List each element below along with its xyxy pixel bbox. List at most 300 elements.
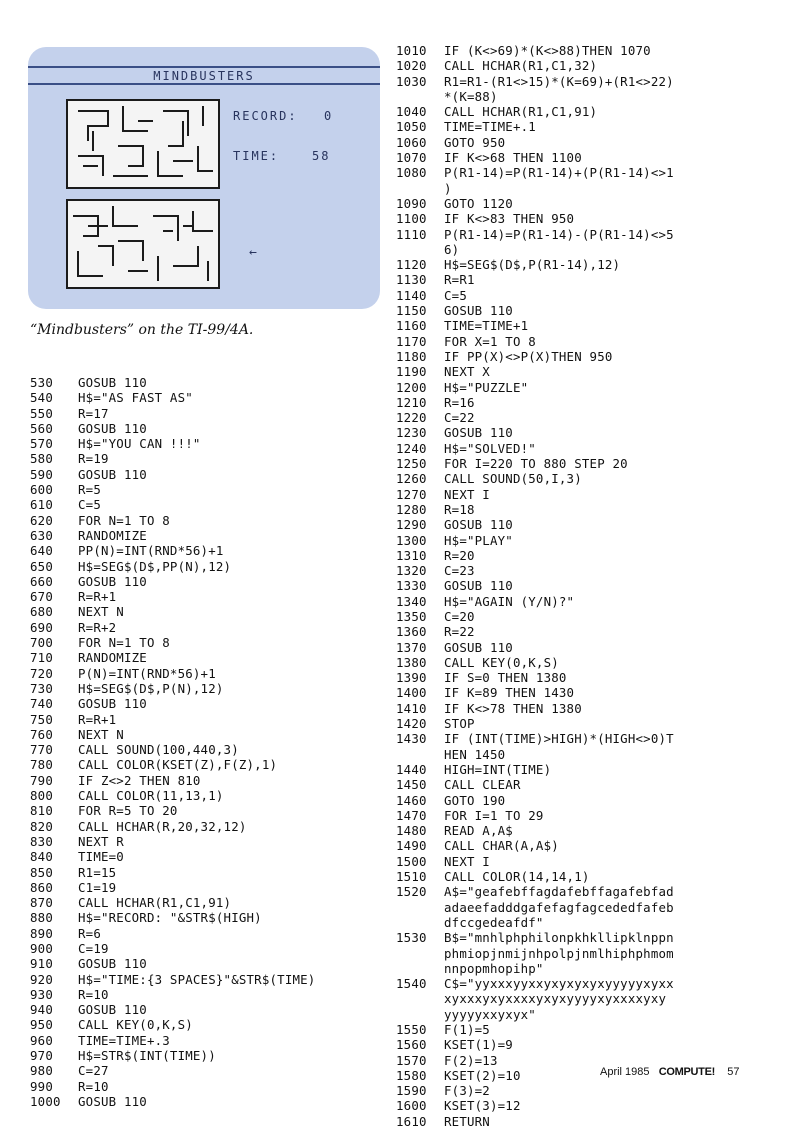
code-line [396, 884, 674, 899]
code-line [30, 987, 315, 1002]
mindbusters-screenshot [28, 47, 380, 309]
line-code: FOR R=5 TO 20 [78, 803, 178, 819]
line-number: 1460 [396, 792, 427, 808]
line-number: 990 [30, 1078, 53, 1094]
line-number: 610 [30, 497, 53, 513]
code-line [396, 471, 674, 486]
line-number [396, 181, 444, 196]
code-line [30, 696, 315, 711]
line-code: yyyyyxxyxyx" [444, 1006, 536, 1022]
title-rule-top [28, 66, 380, 68]
code-line [396, 930, 674, 945]
line-number: 1250 [396, 456, 427, 472]
code-line [30, 926, 315, 941]
code-line [396, 808, 674, 823]
line-code: FOR I=1 TO 29 [444, 807, 544, 823]
line-number: 690 [30, 619, 53, 635]
code-line [396, 257, 674, 272]
line-number: 1160 [396, 318, 427, 334]
line-number: 1120 [396, 257, 427, 273]
line-code: C=5 [444, 287, 467, 303]
line-code: IF (INT(TIME)>HIGH)*(HIGH<>0)T [444, 731, 674, 747]
code-line [30, 513, 315, 528]
code-line [396, 1098, 674, 1113]
code-line [396, 104, 674, 119]
line-code: GOSUB 110 [78, 1002, 147, 1018]
code-line [30, 865, 315, 880]
listing-right-column [396, 43, 674, 1129]
code-line [30, 635, 315, 650]
line-code: HEN 1450 [444, 746, 506, 762]
line-number: 1050 [396, 119, 427, 135]
line-number: 1130 [396, 272, 427, 288]
line-number: 1310 [396, 547, 427, 563]
code-line [396, 991, 674, 1006]
line-code: R=5 [78, 482, 101, 498]
line-code: H$="PLAY" [444, 532, 513, 548]
code-line [30, 727, 315, 742]
line-code: HIGH=INT(TIME) [444, 761, 552, 777]
line-code: R1=15 [78, 864, 117, 880]
code-line [396, 43, 674, 58]
line-number: 1440 [396, 761, 427, 777]
code-line [396, 272, 674, 287]
code-line [396, 854, 674, 869]
line-number: 740 [30, 696, 53, 712]
code-line [396, 181, 674, 196]
line-number: 1030 [396, 73, 427, 89]
code-line [30, 528, 315, 543]
code-line [30, 482, 315, 497]
code-line [396, 288, 674, 303]
line-code: TIME=TIME+.3 [78, 1032, 170, 1048]
code-line [30, 604, 315, 619]
code-line [396, 655, 674, 670]
line-code: R=19 [78, 451, 109, 467]
code-line [396, 303, 674, 318]
line-number: 1020 [396, 58, 427, 74]
line-code: NEXT N [78, 604, 124, 620]
line-number: 820 [30, 818, 53, 834]
line-number: 760 [30, 726, 53, 742]
line-number: 590 [30, 466, 53, 482]
line-number: 790 [30, 772, 53, 788]
line-number: 1270 [396, 486, 427, 502]
line-number: 1500 [396, 853, 427, 869]
code-line [396, 823, 674, 838]
line-number [396, 961, 444, 976]
code-line [30, 436, 315, 451]
code-line [30, 773, 315, 788]
arrow-left-icon: ← [249, 245, 257, 260]
line-code: GOTO 1120 [444, 195, 513, 211]
line-number: 730 [30, 680, 53, 696]
footer-date: April 1985 [600, 1066, 650, 1078]
line-code: RANDOMIZE [78, 650, 147, 666]
line-code: F(1)=5 [444, 1022, 490, 1037]
line-code: GOTO 950 [444, 134, 506, 150]
line-number: 1540 [396, 976, 427, 992]
line-number: 920 [30, 971, 53, 987]
line-number: 860 [30, 879, 53, 895]
line-code: C=27 [78, 1063, 109, 1079]
line-code: F(3)=2 [444, 1083, 490, 1099]
code-line [396, 1083, 674, 1098]
line-code: R=6 [78, 925, 101, 941]
code-line [396, 74, 674, 89]
line-number: 1560 [396, 1037, 427, 1053]
line-number: 1320 [396, 563, 427, 579]
line-code: R=22 [444, 624, 475, 640]
code-line [396, 89, 674, 104]
line-number: 1480 [396, 823, 427, 839]
line-number: 1580 [396, 1067, 427, 1083]
line-code: C1=19 [78, 879, 117, 895]
line-number: 870 [30, 895, 53, 911]
line-code: GOSUB 110 [444, 425, 513, 441]
code-line [396, 578, 674, 593]
code-line [396, 640, 674, 655]
line-code: R1=R1-(R1<>15)*(K=69)+(R1<>22) [444, 73, 674, 89]
line-code: RETURN [444, 1113, 490, 1129]
line-code: CALL CHAR(A,A$) [444, 838, 559, 854]
code-line [30, 834, 315, 849]
line-number: 810 [30, 803, 53, 819]
line-code: R=R+2 [78, 619, 117, 635]
line-number: 880 [30, 910, 53, 926]
line-number: 1170 [396, 333, 427, 349]
line-code: GOTO 190 [444, 792, 506, 808]
line-number: 1230 [396, 425, 427, 441]
line-number [396, 89, 444, 104]
line-number: 1280 [396, 501, 427, 517]
line-number: 1040 [396, 104, 427, 120]
line-code: R=R+1 [78, 589, 117, 605]
code-line [396, 869, 674, 884]
line-number: 1260 [396, 471, 427, 487]
line-code: CALL KEY(0,K,S) [444, 654, 559, 670]
code-line [396, 334, 674, 349]
footer-page-number: 57 [727, 1066, 740, 1078]
line-code: P(N)=INT(RND*56)+1 [78, 665, 216, 681]
line-code: H$="AS FAST AS" [78, 390, 193, 406]
line-number: 850 [30, 864, 53, 880]
line-number: 1240 [396, 440, 427, 456]
time-value: 58 [312, 149, 331, 163]
line-number: 1430 [396, 731, 427, 747]
line-code: CALL HCHAR(R1,C1,91) [444, 104, 598, 120]
line-code: H$="TIME:{3 SPACES}"&STR$(TIME) [78, 971, 316, 987]
line-number: 540 [30, 390, 53, 406]
line-code: F(2)=13 [444, 1052, 498, 1068]
line-number: 890 [30, 925, 53, 941]
line-code: IF (K<>69)*(K<>88)THEN 1070 [444, 43, 651, 58]
code-line [396, 670, 674, 685]
code-line [396, 1037, 674, 1052]
line-number: 830 [30, 833, 53, 849]
line-code: TIME=TIME+1 [444, 318, 529, 334]
line-code: nnpopmhopihp" [444, 960, 544, 976]
line-number: 620 [30, 512, 53, 528]
line-code: CALL SOUND(50,I,3) [444, 471, 582, 487]
code-line [30, 650, 315, 665]
line-code: H$="YOU CAN !!!" [78, 436, 201, 452]
line-code: CALL KEY(0,K,S) [78, 1017, 193, 1033]
line-number: 1570 [396, 1052, 427, 1068]
line-code: NEXT R [78, 833, 124, 849]
line-code: CALL SOUND(100,440,3) [78, 742, 239, 758]
line-code: CALL COLOR(14,14,1) [444, 869, 590, 885]
code-line [30, 1017, 315, 1032]
line-number: 560 [30, 420, 53, 436]
line-code: CALL COLOR(KSET(Z),F(Z),1) [78, 757, 278, 773]
line-code: H$="PUZZLE" [444, 379, 529, 395]
line-number: 1110 [396, 226, 427, 242]
line-code: P(R1-14)=P(R1-14)-(P(R1-14)<>5 [444, 226, 674, 242]
line-number: 570 [30, 436, 53, 452]
code-line [396, 777, 674, 792]
line-number: 840 [30, 849, 53, 865]
maze-top [66, 99, 220, 189]
code-line [30, 972, 315, 987]
line-code: PP(N)=INT(RND*56)+1 [78, 543, 224, 559]
line-code: FOR N=1 TO 8 [78, 635, 170, 651]
line-number: 1390 [396, 670, 427, 686]
code-line [396, 946, 674, 961]
line-code: A$="geafebffagdafebffagafebfad [444, 884, 674, 900]
line-code: FOR I=220 TO 880 STEP 20 [444, 456, 628, 472]
line-number: 1590 [396, 1083, 427, 1099]
code-line [30, 956, 315, 971]
line-number: 1150 [396, 303, 427, 319]
line-code: NEXT X [444, 364, 490, 380]
code-line [396, 533, 674, 548]
line-code: C=22 [444, 410, 475, 426]
line-number: 1550 [396, 1022, 427, 1037]
line-number: 800 [30, 788, 53, 804]
time-label: TIME: [233, 149, 280, 163]
code-line [396, 502, 674, 517]
code-line [30, 712, 315, 727]
code-line [396, 410, 674, 425]
line-number [396, 242, 444, 257]
code-line [30, 421, 315, 436]
code-line [396, 793, 674, 808]
line-number: 1220 [396, 410, 427, 426]
line-number: 1000 [30, 1093, 61, 1109]
line-number: 1610 [396, 1113, 427, 1129]
line-number: 1470 [396, 807, 427, 823]
line-number: 1060 [396, 134, 427, 150]
code-line [396, 747, 674, 762]
code-line [30, 406, 315, 421]
line-number: 1330 [396, 578, 427, 594]
record-value: 0 [324, 109, 334, 123]
line-code: GOSUB 110 [78, 956, 147, 972]
code-line [396, 441, 674, 456]
line-number: 1520 [396, 884, 427, 900]
code-line [396, 135, 674, 150]
line-code: CALL HCHAR(R1,C1,91) [78, 895, 232, 911]
line-number: 1350 [396, 608, 427, 624]
code-line [30, 803, 315, 818]
line-code: NEXT I [444, 486, 490, 502]
code-line [396, 701, 674, 716]
code-line [30, 757, 315, 772]
line-number [396, 915, 444, 930]
code-line [30, 742, 315, 757]
line-code: 6) [444, 241, 460, 257]
code-line [30, 589, 315, 604]
code-line [396, 58, 674, 73]
line-code: B$="mnhlphphilonpkhkllipklnppn [444, 930, 674, 946]
line-code: IF K<>78 THEN 1380 [444, 700, 582, 716]
code-line [30, 451, 315, 466]
code-line [396, 594, 674, 609]
line-code: C$="yyxxxyyxxyxyxyxyxyyyyyxyxx [444, 976, 674, 992]
code-line [30, 1033, 315, 1048]
line-code: R=R+1 [78, 711, 117, 727]
line-number: 750 [30, 711, 53, 727]
line-number: 640 [30, 543, 53, 559]
line-code: phmiopjnmijnhpolpjnmlhiphphmom [444, 945, 674, 961]
line-code: IF S=0 THEN 1380 [444, 670, 567, 686]
line-number: 1530 [396, 930, 427, 946]
line-code: ) [444, 180, 452, 196]
line-number: 950 [30, 1017, 53, 1033]
line-code: FOR N=1 TO 8 [78, 512, 170, 528]
line-code: R=17 [78, 405, 109, 421]
line-code: R=16 [444, 394, 475, 410]
line-number: 1100 [396, 211, 427, 227]
code-line [396, 838, 674, 853]
line-code: C=5 [78, 497, 101, 513]
line-code: GOSUB 110 [444, 639, 513, 655]
maze-bottom [66, 199, 220, 289]
code-line [30, 559, 315, 574]
line-number: 1370 [396, 639, 427, 655]
line-number [396, 747, 444, 762]
line-code: H$="RECORD: "&STR$(HIGH) [78, 910, 262, 926]
code-line [396, 731, 674, 746]
line-code: TIME=0 [78, 849, 124, 865]
line-number: 1290 [396, 517, 427, 533]
line-number: 1140 [396, 287, 427, 303]
code-line [396, 716, 674, 731]
code-line [396, 563, 674, 578]
code-line [396, 1022, 674, 1037]
code-line [396, 196, 674, 211]
line-code: IF Z<>2 THEN 810 [78, 772, 201, 788]
code-line [30, 620, 315, 635]
line-code: CALL HCHAR(R,20,32,12) [78, 818, 247, 834]
line-number: 1300 [396, 532, 427, 548]
code-line [396, 119, 674, 134]
line-code: KSET(2)=10 [444, 1067, 521, 1083]
code-line [396, 685, 674, 700]
code-line [396, 762, 674, 777]
line-number: 1200 [396, 379, 427, 395]
code-line [396, 318, 674, 333]
line-number: 530 [30, 375, 53, 390]
line-number: 1410 [396, 700, 427, 716]
line-number: 1380 [396, 654, 427, 670]
line-code: STOP [444, 716, 475, 732]
code-line [30, 1048, 315, 1063]
line-code: RANDOMIZE [78, 527, 147, 543]
record-label: RECORD: [233, 109, 298, 123]
line-number: 1510 [396, 869, 427, 885]
line-number: 1360 [396, 624, 427, 640]
line-code: C=23 [444, 563, 475, 579]
line-code: GOSUB 110 [444, 578, 513, 594]
line-number: 1080 [396, 165, 427, 181]
code-line [396, 609, 674, 624]
line-code: GOSUB 110 [444, 517, 513, 533]
line-number: 930 [30, 986, 53, 1002]
code-line [30, 497, 315, 512]
line-number: 550 [30, 405, 53, 421]
line-number: 1400 [396, 685, 427, 701]
code-line [30, 467, 315, 482]
line-code: GOSUB 110 [78, 696, 147, 712]
code-line [30, 1063, 315, 1078]
line-number: 720 [30, 665, 53, 681]
code-line [396, 395, 674, 410]
code-line [30, 681, 315, 696]
line-code: R=10 [78, 1078, 109, 1094]
line-code: dfccgedeafdf" [444, 914, 544, 930]
line-number: 670 [30, 589, 53, 605]
code-line [30, 788, 315, 803]
line-number: 780 [30, 757, 53, 773]
code-line [396, 150, 674, 165]
page-footer [600, 1066, 739, 1078]
line-code: IF K<>68 THEN 1100 [444, 150, 582, 166]
line-number: 630 [30, 527, 53, 543]
line-code: GOSUB 110 [78, 375, 147, 390]
game-title: MINDBUSTERS [153, 69, 255, 83]
line-code: H$="AGAIN (Y/N)?" [444, 593, 575, 609]
line-number: 1190 [396, 364, 427, 380]
line-code: R=18 [444, 501, 475, 517]
code-line [396, 487, 674, 502]
figure-caption: “Mindbusters” on the TI-99/4A. [30, 322, 254, 338]
code-line [396, 624, 674, 639]
line-number: 1210 [396, 394, 427, 410]
line-code: adaeefadddgafefagfagcededfafeb [444, 899, 674, 915]
code-line [396, 242, 674, 257]
line-number [396, 900, 444, 915]
line-number: 700 [30, 635, 53, 651]
line-code: IF K<>83 THEN 950 [444, 211, 575, 227]
code-line [396, 548, 674, 563]
line-number: 1070 [396, 150, 427, 166]
code-line [396, 900, 674, 915]
code-line [396, 425, 674, 440]
line-number: 970 [30, 1048, 53, 1064]
line-code: NEXT I [444, 853, 490, 869]
line-code: GOSUB 110 [444, 303, 513, 319]
footer-magazine: COMPUTE! [658, 1066, 715, 1078]
line-code: H$=SEG$(D$,P(R1-14),12) [444, 257, 621, 273]
line-number: 580 [30, 451, 53, 467]
code-line [30, 1002, 315, 1017]
code-line [396, 1007, 674, 1022]
line-code: C=19 [78, 940, 109, 956]
code-line [396, 380, 674, 395]
line-number [396, 1007, 444, 1022]
